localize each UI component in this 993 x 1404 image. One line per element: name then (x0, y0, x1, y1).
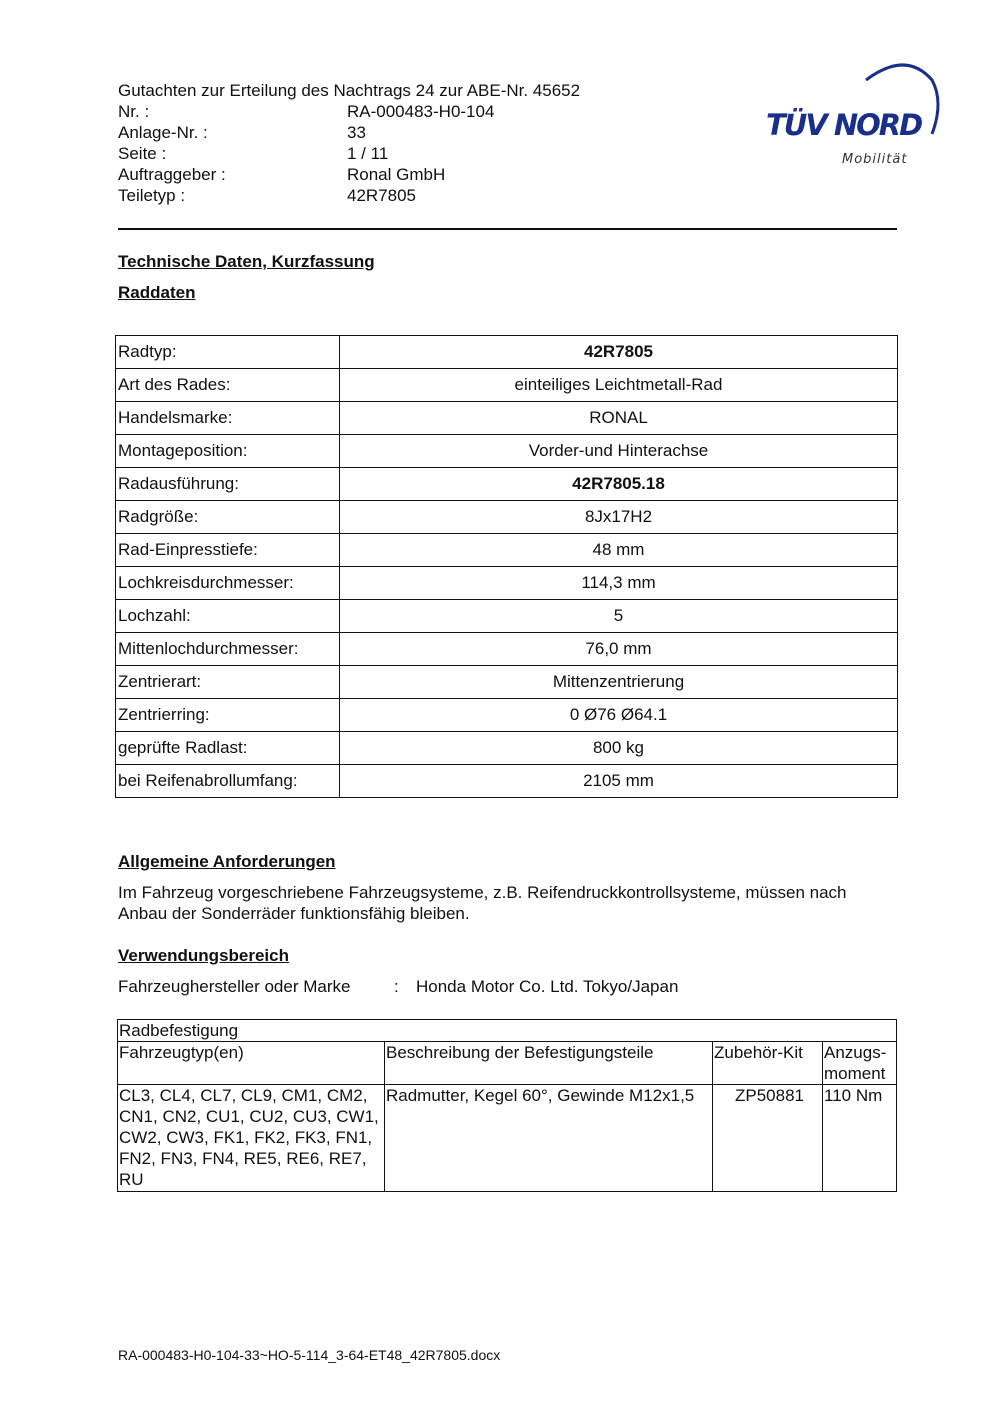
document-title: Gutachten zur Erteilung des Nachtrags 24 zur ABE-Nr. 45652 (118, 81, 581, 100)
raddaten-value: 48 mm (340, 534, 898, 567)
cell-beschreibung: Radmutter, Kegel 60°, Gewinde M12x1,5 (385, 1085, 713, 1192)
section-subheading-raddaten: Raddaten (118, 283, 196, 302)
header-field-value: Ronal GmbH (347, 165, 446, 184)
header-field-value: RA-000483-H0-104 (347, 102, 495, 121)
header-field-label: Anlage-Nr. : (118, 123, 208, 142)
header-divider (118, 228, 897, 230)
table-row (116, 732, 898, 765)
header-field-row (118, 185, 580, 206)
section-heading-anforderungen: Allgemeine Anforderungen (118, 852, 336, 871)
raddaten-value: 114,3 mm (340, 567, 898, 600)
col-header-zubehoer-kit: Zubehör-Kit (713, 1042, 823, 1085)
raddaten-label: bei Reifenabrollumfang: (116, 765, 340, 798)
table-row (116, 633, 898, 666)
header-field-value: 33 (347, 123, 366, 142)
manufacturer-value: Honda Motor Co. Ltd. Tokyo/Japan (416, 977, 679, 996)
raddaten-label: Art des Rades: (116, 369, 340, 402)
header-field-value: 42R7805 (347, 186, 417, 205)
radbefestigung-title: Radbefestigung (118, 1020, 897, 1042)
document-footer: RA-000483-H0-104-33~HO-5-114_3-64-ET48_42R7805.docx (118, 1347, 501, 1363)
raddaten-value: RONAL (340, 402, 898, 435)
cell-fahrzeugtypen: CL3, CL4, CL7, CL9, CM1, CM2, CN1, CN2, CU1, CU2, CU3, CW1, CW2, CW3, FK1, FK2, FK3, FN1, FN2, FN3, FN4, RE5, RE6, RE7, RU (118, 1085, 385, 1192)
header-field-label: Nr. : (118, 102, 150, 121)
manufacturer-label: Fahrzeughersteller oder Marke (118, 977, 351, 996)
raddaten-label: Lochzahl: (116, 600, 340, 633)
table-row (116, 336, 898, 369)
raddaten-value: 76,0 mm (340, 633, 898, 666)
table-row (116, 501, 898, 534)
table-row (116, 369, 898, 402)
anforderungen-text: Im Fahrzeug vorgeschriebene Fahrzeugsysteme, z.B. Reifendruckkontrollsysteme, müssen nach Anbau der Sonderräder funktionsfähig bleiben. (118, 883, 847, 923)
raddaten-value: 800 kg (340, 732, 898, 765)
cell-anzugsmoment: 110 Nm (823, 1085, 897, 1192)
manufacturer-row (118, 977, 678, 997)
raddaten-value: 42R7805 (340, 336, 898, 369)
cell-zubehoer-kit: ZP50881 (713, 1085, 823, 1192)
raddaten-value: 0 Ø76 Ø64.1 (340, 699, 898, 732)
raddaten-label: Zentrierart: (116, 666, 340, 699)
raddaten-label: Radausführung: (116, 468, 340, 501)
raddaten-label: geprüfte Radlast: (116, 732, 340, 765)
table-row (116, 534, 898, 567)
raddaten-label: Radgröße: (116, 501, 340, 534)
raddaten-label: Montageposition: (116, 435, 340, 468)
raddaten-value: 2105 mm (340, 765, 898, 798)
header-field-label: Auftraggeber : (118, 165, 226, 184)
logo-name: TÜV NORD (766, 108, 922, 142)
radbefestigung-table (117, 1019, 897, 1192)
raddaten-label: Lochkreisdurchmesser: (116, 567, 340, 600)
table-row (116, 600, 898, 633)
table-row (116, 666, 898, 699)
raddaten-label: Rad-Einpresstiefe: (116, 534, 340, 567)
header-field-label: Teiletyp : (118, 186, 186, 205)
document-header (118, 80, 580, 206)
raddaten-label: Handelsmarke: (116, 402, 340, 435)
section-heading-technische-daten: Technische Daten, Kurzfassung (118, 252, 375, 271)
table-row (116, 765, 898, 798)
table-row (116, 699, 898, 732)
col-header-beschreibung: Beschreibung der Befestigungsteile (385, 1042, 713, 1085)
raddaten-value: Mittenzentrierung (340, 666, 898, 699)
header-field-label: Seite : (118, 144, 167, 163)
raddaten-value: Vorder-und Hinterachse (340, 435, 898, 468)
section-heading-verwendungsbereich: Verwendungsbereich (118, 946, 289, 965)
table-row (116, 567, 898, 600)
logo-subtitle: Mobilität (842, 152, 908, 167)
raddaten-value: 42R7805.18 (340, 468, 898, 501)
table-row (116, 435, 898, 468)
table-row (116, 402, 898, 435)
table-row (116, 468, 898, 501)
header-field-value: 1 / 11 (347, 144, 389, 163)
header-field-row (118, 101, 580, 122)
raddaten-value: einteiliges Leichtmetall-Rad (340, 369, 898, 402)
col-header-fahrzeugtyp: Fahrzeugtyp(en) (118, 1042, 385, 1085)
raddaten-label: Zentrierring: (116, 699, 340, 732)
raddaten-label: Radtyp: (116, 336, 340, 369)
header-field-row (118, 122, 580, 143)
header-field-row (118, 143, 580, 164)
manufacturer-separator: : (394, 977, 399, 996)
raddaten-value: 5 (340, 600, 898, 633)
header-fields (118, 101, 580, 206)
raddaten-table (115, 335, 898, 798)
table-row (118, 1085, 897, 1192)
header-field-row (118, 164, 580, 185)
raddaten-value: 8Jx17H2 (340, 501, 898, 534)
raddaten-label: Mittenlochdurchmesser: (116, 633, 340, 666)
col-header-anzugsmoment: Anzugs-moment (823, 1042, 897, 1085)
